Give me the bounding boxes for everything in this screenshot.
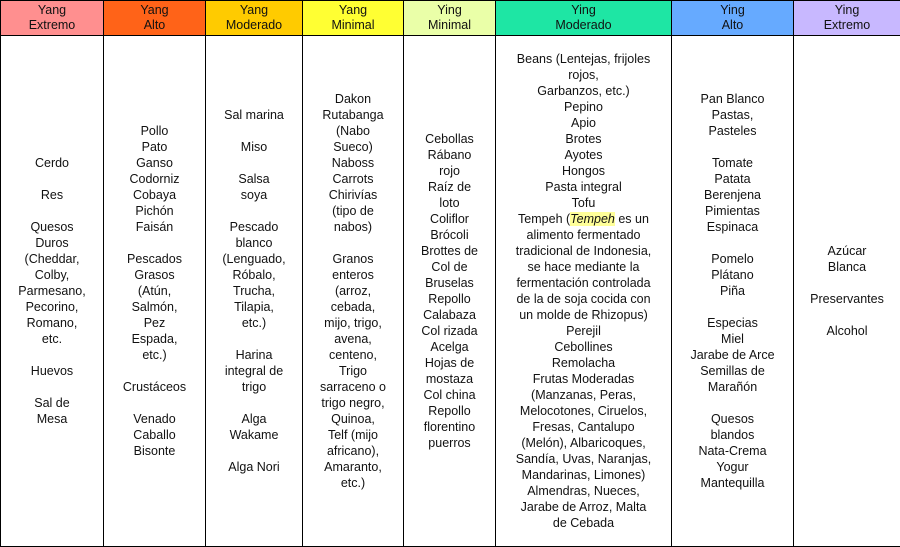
cell-text: Dakon Rutabanga (Nabo Sueco) Naboss Carrots Chirivías (tipo de nabos) Granos enteros (arroz, cebada, mijo, trigo, avena, centeno, Trigo sarraceno o trigo negro, Quinoa, Telf (mijo africano), Amaranto, etc.)	[319, 92, 386, 490]
cell-text: Cerdo Res Quesos Duros (Cheddar, Colby, Parmesano, Pecorino, Romano, etc. Huevos Sal de Mesa	[18, 156, 86, 426]
cell-text: Azúcar Blanca Preservantes Alcohol	[810, 244, 884, 338]
cell-text: Cebollas Rábano rojo Raíz de loto Coliflor Brócoli Brottes de Col de Bruselas Repollo Calabaza Col rizada Acelga Hojas de mostaza Col china Repollo florentino puerros	[421, 132, 478, 450]
header-label: Yang Minimal	[331, 3, 375, 32]
cell-ying-moderado	[496, 36, 672, 547]
cell-yang-extremo	[1, 36, 104, 547]
header-label: Yang Moderado	[225, 3, 283, 32]
header-yang-minimal	[303, 1, 404, 36]
cell-yang-moderado	[206, 36, 303, 547]
header-ying-extremo	[794, 1, 900, 36]
header-label: Ying Moderado	[555, 3, 612, 32]
header-yang-alto	[104, 1, 206, 36]
cell-ying-extremo	[794, 36, 900, 547]
cell-text-part: es un alimento fermentado tradicional de Indonesia, se hace mediante la fermentación controlada de la de soja cocida con un molde de Rhizopus) Perejil Cebollines Remolacha Frutas Moderadas (Manzanas, Peras, Melocotones, Ciruelos, Fresas, Cantalupo (Melón), Albaricoques, Sandía, Uvas, Naranjas, Mandarinas, Limones) Almendras, Nueces, Jarabe de Arroz, Malta de Cebada	[515, 212, 652, 530]
tempeh-highlight: Tempeh	[570, 212, 615, 226]
header-ying-alto	[672, 1, 794, 36]
header-label: Ying Extremo	[823, 3, 871, 32]
header-ying-minimal	[404, 1, 496, 36]
content-row	[1, 36, 900, 547]
header-label: Ying Alto	[720, 3, 745, 32]
header-row	[1, 1, 900, 36]
cell-text: Pan Blanco Pastas, Pasteles Tomate Patata Berenjena Pimientas Espinaca Pomelo Plátano Piña Especias Miel Jarabe de Arce Semillas de Marañón Quesos blandos Nata-Crema Yogur Mantequilla	[690, 92, 775, 490]
cell-text: Pollo Pato Ganso Codorniz Cobaya Pichón Faisán Pescados Grasos (Atún, Salmón, Pez Espada, etc.) Crustáceos Venado Caballo Bisonte	[122, 124, 187, 458]
cell-yang-alto	[104, 36, 206, 547]
cell-yang-minimal	[303, 36, 404, 547]
header-yang-moderado	[206, 1, 303, 36]
header-label: Ying Minimal	[427, 3, 472, 32]
cell-text: Sal marina Miso Salsa soya Pescado blanco (Lenguado, Róbalo, Trucha, Tilapia, etc.) Harina integral de trigo Alga Wakame Alga Nori	[222, 108, 286, 474]
cell-text-part: Beans (Lentejas, frijoles rojos, Garbanzos, etc.) Pepino Apio Brotes Ayotes Hongos Pasta integral Tofu Tempeh (	[516, 52, 651, 226]
cell-ying-minimal	[404, 36, 496, 547]
cell-text	[496, 51, 671, 531]
cell-ying-alto	[672, 36, 794, 547]
header-yang-extremo	[1, 1, 104, 36]
header-label: Yang Alto	[140, 3, 169, 32]
header-ying-moderado	[496, 1, 672, 36]
header-label: Yang Extremo	[28, 3, 76, 32]
